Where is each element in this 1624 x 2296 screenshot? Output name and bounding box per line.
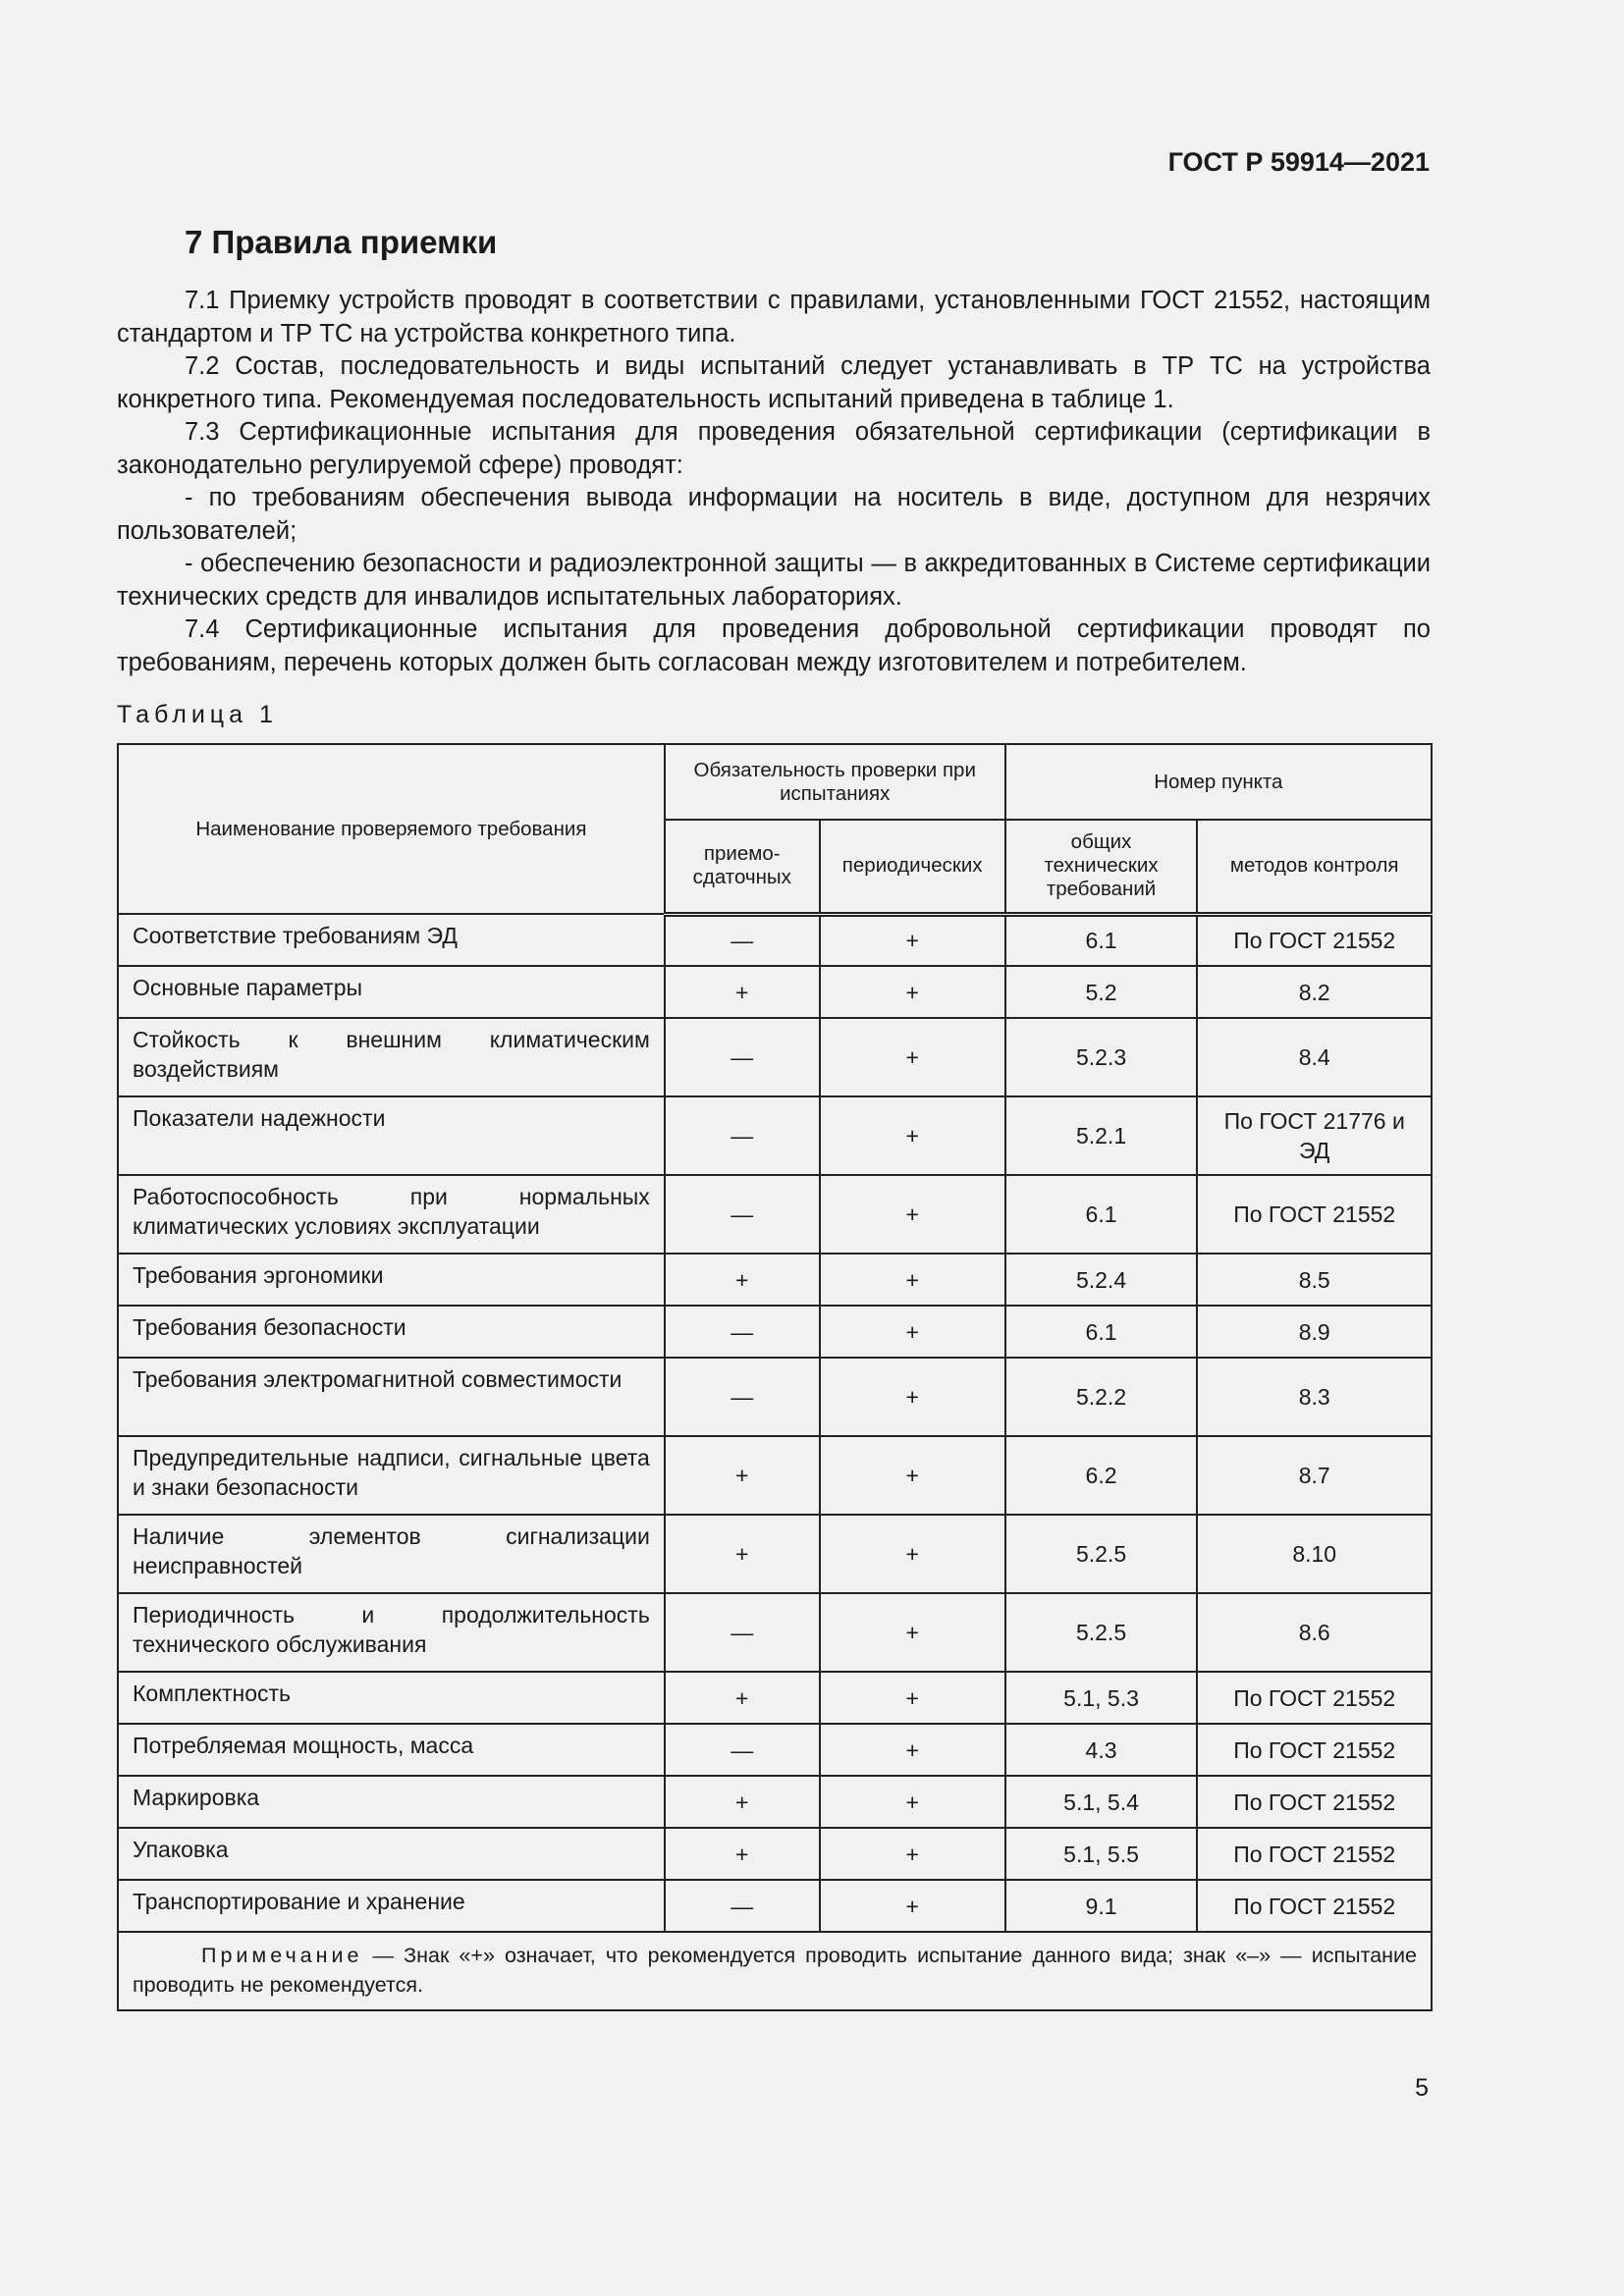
table-row — [118, 1306, 1432, 1358]
cell-control-method: 8.10 — [1197, 1515, 1432, 1593]
header-periodic: периодических — [820, 820, 1005, 914]
cell-general-clause: 4.3 — [1005, 1724, 1198, 1776]
header-control-methods: методов контроля — [1197, 820, 1432, 914]
cell-periodic: + — [820, 1436, 1005, 1515]
table-row — [118, 1436, 1432, 1515]
header-clause-group: Номер пункта — [1005, 744, 1432, 820]
table-row — [118, 1724, 1432, 1776]
note-text: — Знак «+» означает, что рекомендуется проводить испытание данного вида; знак «–» — испытание проводить не рекомендуется. — [133, 1944, 1417, 1997]
cell-acceptance: — — [665, 1018, 820, 1096]
cell-periodic: + — [820, 1306, 1005, 1358]
cell-acceptance: — — [665, 1306, 820, 1358]
header-mandatory-group: Обязательность проверки при испытаниях — [665, 744, 1005, 820]
cell-periodic: + — [820, 966, 1005, 1018]
table-caption: Таблица 1 — [117, 701, 278, 728]
cell-acceptance: — — [665, 1724, 820, 1776]
table-row — [118, 1175, 1432, 1254]
cell-requirement-name: Основные параметры — [118, 966, 665, 1018]
cell-periodic: + — [820, 1358, 1005, 1436]
header-requirement-name: Наименование проверяемого требования — [118, 744, 665, 914]
cell-requirement-name: Потребляемая мощность, масса — [118, 1724, 665, 1776]
cell-general-clause: 5.2.2 — [1005, 1358, 1198, 1436]
cell-requirement-name: Соответствие требованиям ЭД — [118, 914, 665, 966]
cell-acceptance: — — [665, 914, 820, 966]
section-title: 7 Правила приемки — [185, 224, 498, 260]
table-row — [118, 966, 1432, 1018]
paragraph-7-4: 7.4 Сертификационные испытания для проведения добровольной сертификации проводят по требованиям, перечень которых должен быть согласован между изготовителем и потребителем. — [117, 615, 1431, 676]
cell-acceptance: + — [665, 1254, 820, 1306]
cell-periodic: + — [820, 1776, 1005, 1828]
cell-requirement-name: Стойкость к внешним климатическим воздействиям — [118, 1018, 665, 1096]
cell-requirement-name: Работоспособность при нормальных климатических условиях эксплуатации — [118, 1175, 665, 1254]
cell-periodic: + — [820, 1828, 1005, 1880]
cell-general-clause: 5.2.1 — [1005, 1096, 1198, 1175]
cell-general-clause: 5.1, 5.5 — [1005, 1828, 1198, 1880]
cell-control-method: 8.3 — [1197, 1358, 1432, 1436]
cell-periodic: + — [820, 1593, 1005, 1672]
cell-general-clause: 5.1, 5.3 — [1005, 1672, 1198, 1724]
cell-periodic: + — [820, 1672, 1005, 1724]
body-text — [117, 285, 1431, 679]
paragraph-7-2: 7.2 Состав, последовательность и виды испытаний следует устанавливать в ТР ТС на устройства конкретного типа. Рекомендуемая последовательность испытаний приведена в таблице 1. — [117, 352, 1431, 413]
header-acceptance: приемо-сдаточных — [665, 820, 820, 914]
cell-periodic: + — [820, 914, 1005, 966]
table-row — [118, 914, 1432, 966]
cell-acceptance: + — [665, 1672, 820, 1724]
cell-periodic: + — [820, 1018, 1005, 1096]
cell-requirement-name: Требования электромагнитной совместимости — [118, 1358, 665, 1436]
cell-general-clause: 5.2.4 — [1005, 1254, 1198, 1306]
cell-control-method: 8.9 — [1197, 1306, 1432, 1358]
paragraph-7-1: 7.1 Приемку устройств проводят в соответствии с правилами, установленными ГОСТ 21552, настоящим стандартом и ТР ТС на устройства конкретного типа. — [117, 287, 1431, 347]
cell-control-method: 8.4 — [1197, 1018, 1432, 1096]
cell-acceptance: — — [665, 1175, 820, 1254]
cell-control-method: По ГОСТ 21552 — [1197, 1175, 1432, 1254]
table-row — [118, 1096, 1432, 1175]
table-row — [118, 1776, 1432, 1828]
cell-periodic: + — [820, 1254, 1005, 1306]
cell-periodic: + — [820, 1096, 1005, 1175]
cell-control-method: По ГОСТ 21552 — [1197, 1828, 1432, 1880]
list-item-safety: - обеспечению безопасности и радиоэлектронной защиты — в аккредитованных в Системе сертификации технических средств для инвалидов испытательных лабораториях. — [117, 550, 1431, 611]
table-row — [118, 1880, 1432, 1932]
cell-periodic: + — [820, 1515, 1005, 1593]
requirements-table — [117, 743, 1433, 2011]
table-row — [118, 1358, 1432, 1436]
cell-general-clause: 6.1 — [1005, 1175, 1198, 1254]
cell-acceptance: — — [665, 1880, 820, 1932]
note-label: Примечание — [201, 1944, 363, 1967]
cell-acceptance: + — [665, 1828, 820, 1880]
cell-requirement-name: Предупредительные надписи, сигнальные цвета и знаки безопасности — [118, 1436, 665, 1515]
cell-requirement-name: Периодичность и продолжительность технического обслуживания — [118, 1593, 665, 1672]
cell-requirement-name: Маркировка — [118, 1776, 665, 1828]
cell-control-method: 8.2 — [1197, 966, 1432, 1018]
cell-acceptance: + — [665, 1515, 820, 1593]
cell-control-method: По ГОСТ 21552 — [1197, 914, 1432, 966]
cell-general-clause: 6.1 — [1005, 914, 1198, 966]
cell-periodic: + — [820, 1175, 1005, 1254]
cell-general-clause: 6.1 — [1005, 1306, 1198, 1358]
table-row — [118, 1018, 1432, 1096]
paragraph-7-3: 7.3 Сертификационные испытания для проведения обязательной сертификации (сертификации в законодательно регулируемой сфере) проводят: — [117, 418, 1431, 479]
table-row — [118, 1254, 1432, 1306]
cell-acceptance: — — [665, 1593, 820, 1672]
cell-acceptance: — — [665, 1096, 820, 1175]
cell-requirement-name: Требования эргономики — [118, 1254, 665, 1306]
cell-control-method: По ГОСТ 21776 и ЭД — [1197, 1096, 1432, 1175]
table-row — [118, 1593, 1432, 1672]
cell-acceptance: — — [665, 1358, 820, 1436]
cell-requirement-name: Транспортирование и хранение — [118, 1880, 665, 1932]
cell-general-clause: 9.1 — [1005, 1880, 1198, 1932]
cell-control-method: 8.7 — [1197, 1436, 1432, 1515]
page-number: 5 — [1415, 2074, 1429, 2102]
cell-general-clause: 5.2.3 — [1005, 1018, 1198, 1096]
cell-control-method: По ГОСТ 21552 — [1197, 1724, 1432, 1776]
cell-control-method: По ГОСТ 21552 — [1197, 1880, 1432, 1932]
cell-periodic: + — [820, 1880, 1005, 1932]
list-item-requirements: - по требованиям обеспечения вывода информации на носитель в виде, доступном для незрячих пользователей; — [117, 484, 1431, 545]
cell-requirement-name: Показатели надежности — [118, 1096, 665, 1175]
document-code: ГОСТ Р 59914—2021 — [1167, 147, 1430, 177]
cell-general-clause: 5.2.5 — [1005, 1515, 1198, 1593]
cell-requirement-name: Комплектность — [118, 1672, 665, 1724]
cell-general-clause: 6.2 — [1005, 1436, 1198, 1515]
table-body — [118, 914, 1432, 1932]
cell-requirement-name: Наличие элементов сигнализации неисправностей — [118, 1515, 665, 1593]
cell-general-clause: 5.2 — [1005, 966, 1198, 1018]
cell-control-method: По ГОСТ 21552 — [1197, 1672, 1432, 1724]
table-row — [118, 1515, 1432, 1593]
cell-control-method: 8.5 — [1197, 1254, 1432, 1306]
cell-acceptance: + — [665, 966, 820, 1018]
cell-control-method: По ГОСТ 21552 — [1197, 1776, 1432, 1828]
cell-requirement-name: Требования безопасности — [118, 1306, 665, 1358]
cell-acceptance: + — [665, 1776, 820, 1828]
cell-general-clause: 5.2.5 — [1005, 1593, 1198, 1672]
cell-periodic: + — [820, 1724, 1005, 1776]
cell-control-method: 8.6 — [1197, 1593, 1432, 1672]
header-general-requirements: общих технических требований — [1005, 820, 1198, 914]
table-note — [118, 1932, 1432, 2010]
table-row — [118, 1672, 1432, 1724]
cell-requirement-name: Упаковка — [118, 1828, 665, 1880]
cell-acceptance: + — [665, 1436, 820, 1515]
cell-general-clause: 5.1, 5.4 — [1005, 1776, 1198, 1828]
table-row — [118, 1828, 1432, 1880]
